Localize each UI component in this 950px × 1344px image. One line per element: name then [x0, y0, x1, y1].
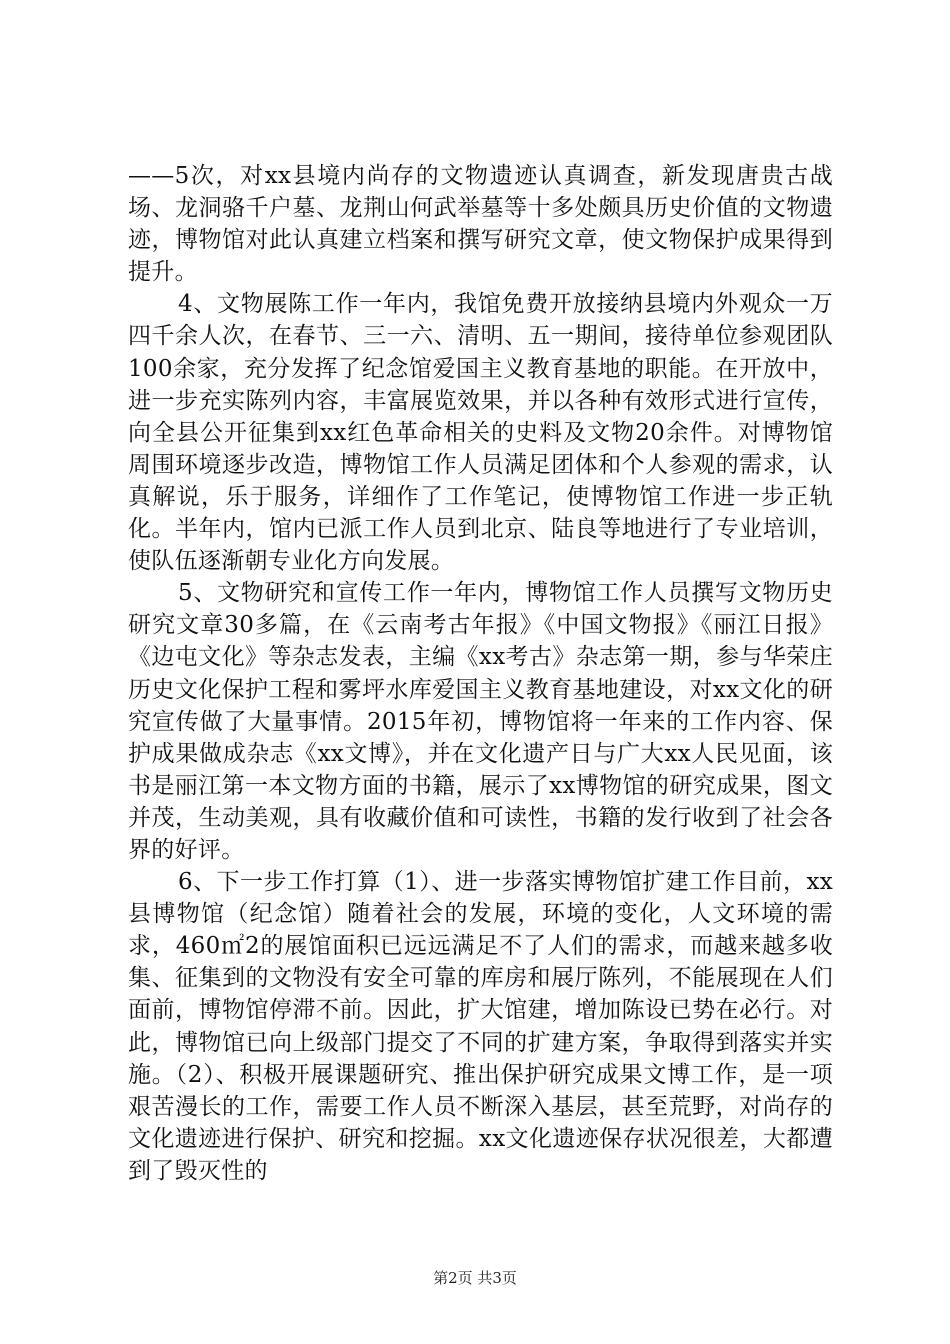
paragraph-next-steps: 6、下一步工作打算（1）、进一步落实博物馆扩建工作目前，xx县博物馆（纪念馆）随着社会的发展，环境的变化，人文环境的需求，460㎡2的展馆面积已远远满足不了人们的需求，而越来越多收集、征集到的文物没有安全可靠的库房和展厅陈列，不能展现在人们面前，博物馆停滞不前。因此，扩大馆建，增加陈设已势在必行。对此，博物馆已向上级部门提交了不同的扩建方案，争取得到落实并实施。（2）、积极开展课题研究、推出保护研究成果文博工作，是一项艰苦漫长的工作，需要工作人员不断深入基层，甚至荒野，对尚存的文化遗迹进行保护、研究和挖掘。xx文化遗迹保存状况很差，大都遭到了毁灭性的: [128, 869, 833, 1184]
body-text: [128, 160, 833, 1187]
paragraph-continuation: ——5次，对xx县境内尚存的文物遗迹认真调查，新发现唐贵古战场、龙洞骆千户墓、龙荆山何武举墓等十多处颇具历史价值的文物遗迹，博物馆对此认真建立档案和撰写研究文章，使文物保护成果得到提升。: [128, 163, 833, 286]
page-number-label: 第2页 共3页: [433, 1269, 517, 1287]
paragraph-research-publicity: 5、文物研究和宣传工作一年内，博物馆工作人员撰写文物历史研究文章30多篇，在《云南考古年报》《中国文物报》《丽江日报》《边屯文化》等杂志发表，主编《xx考古》杂志第一期，参与华荣庄历史文化保护工程和雾坪水库爱国主义教育基地建设，对xx文化的研究宣传做了大量事情。2015年初，博物馆将一年来的工作内容、保护成果做成杂志《xx文博》，并在文化遗产日与广大xx人民见面，该书是丽江第一本文物方面的书籍，展示了xx博物馆的研究成果，图文并茂，生动美观，具有收藏价值和可读性，书籍的发行收到了社会各界的好评。: [128, 580, 833, 863]
page-footer: [0, 1268, 950, 1288]
paragraph-exhibition-work: 4、文物展陈工作一年内，我馆免费开放接纳县境内外观众一万四千余人次，在春节、三一六、清明、五一期间，接待单位参观团队100余家，充分发挥了纪念馆爱国主义教育基地的职能。在开放中，进一步充实陈列内容，丰富展览效果，并以各种有效形式进行宣传，向全县公开征集到xx红色革命相关的史料及文物20余件。对博物馆周围环境逐步改造，博物馆工作人员满足团体和个人参观的需求，认真解说，乐于服务，详细作了工作笔记，使博物馆工作进一步正轨化。半年内，馆内已派工作人员到北京、陆良等地进行了专业培训，使队伍逐渐朝专业化方向发展。: [128, 291, 833, 575]
